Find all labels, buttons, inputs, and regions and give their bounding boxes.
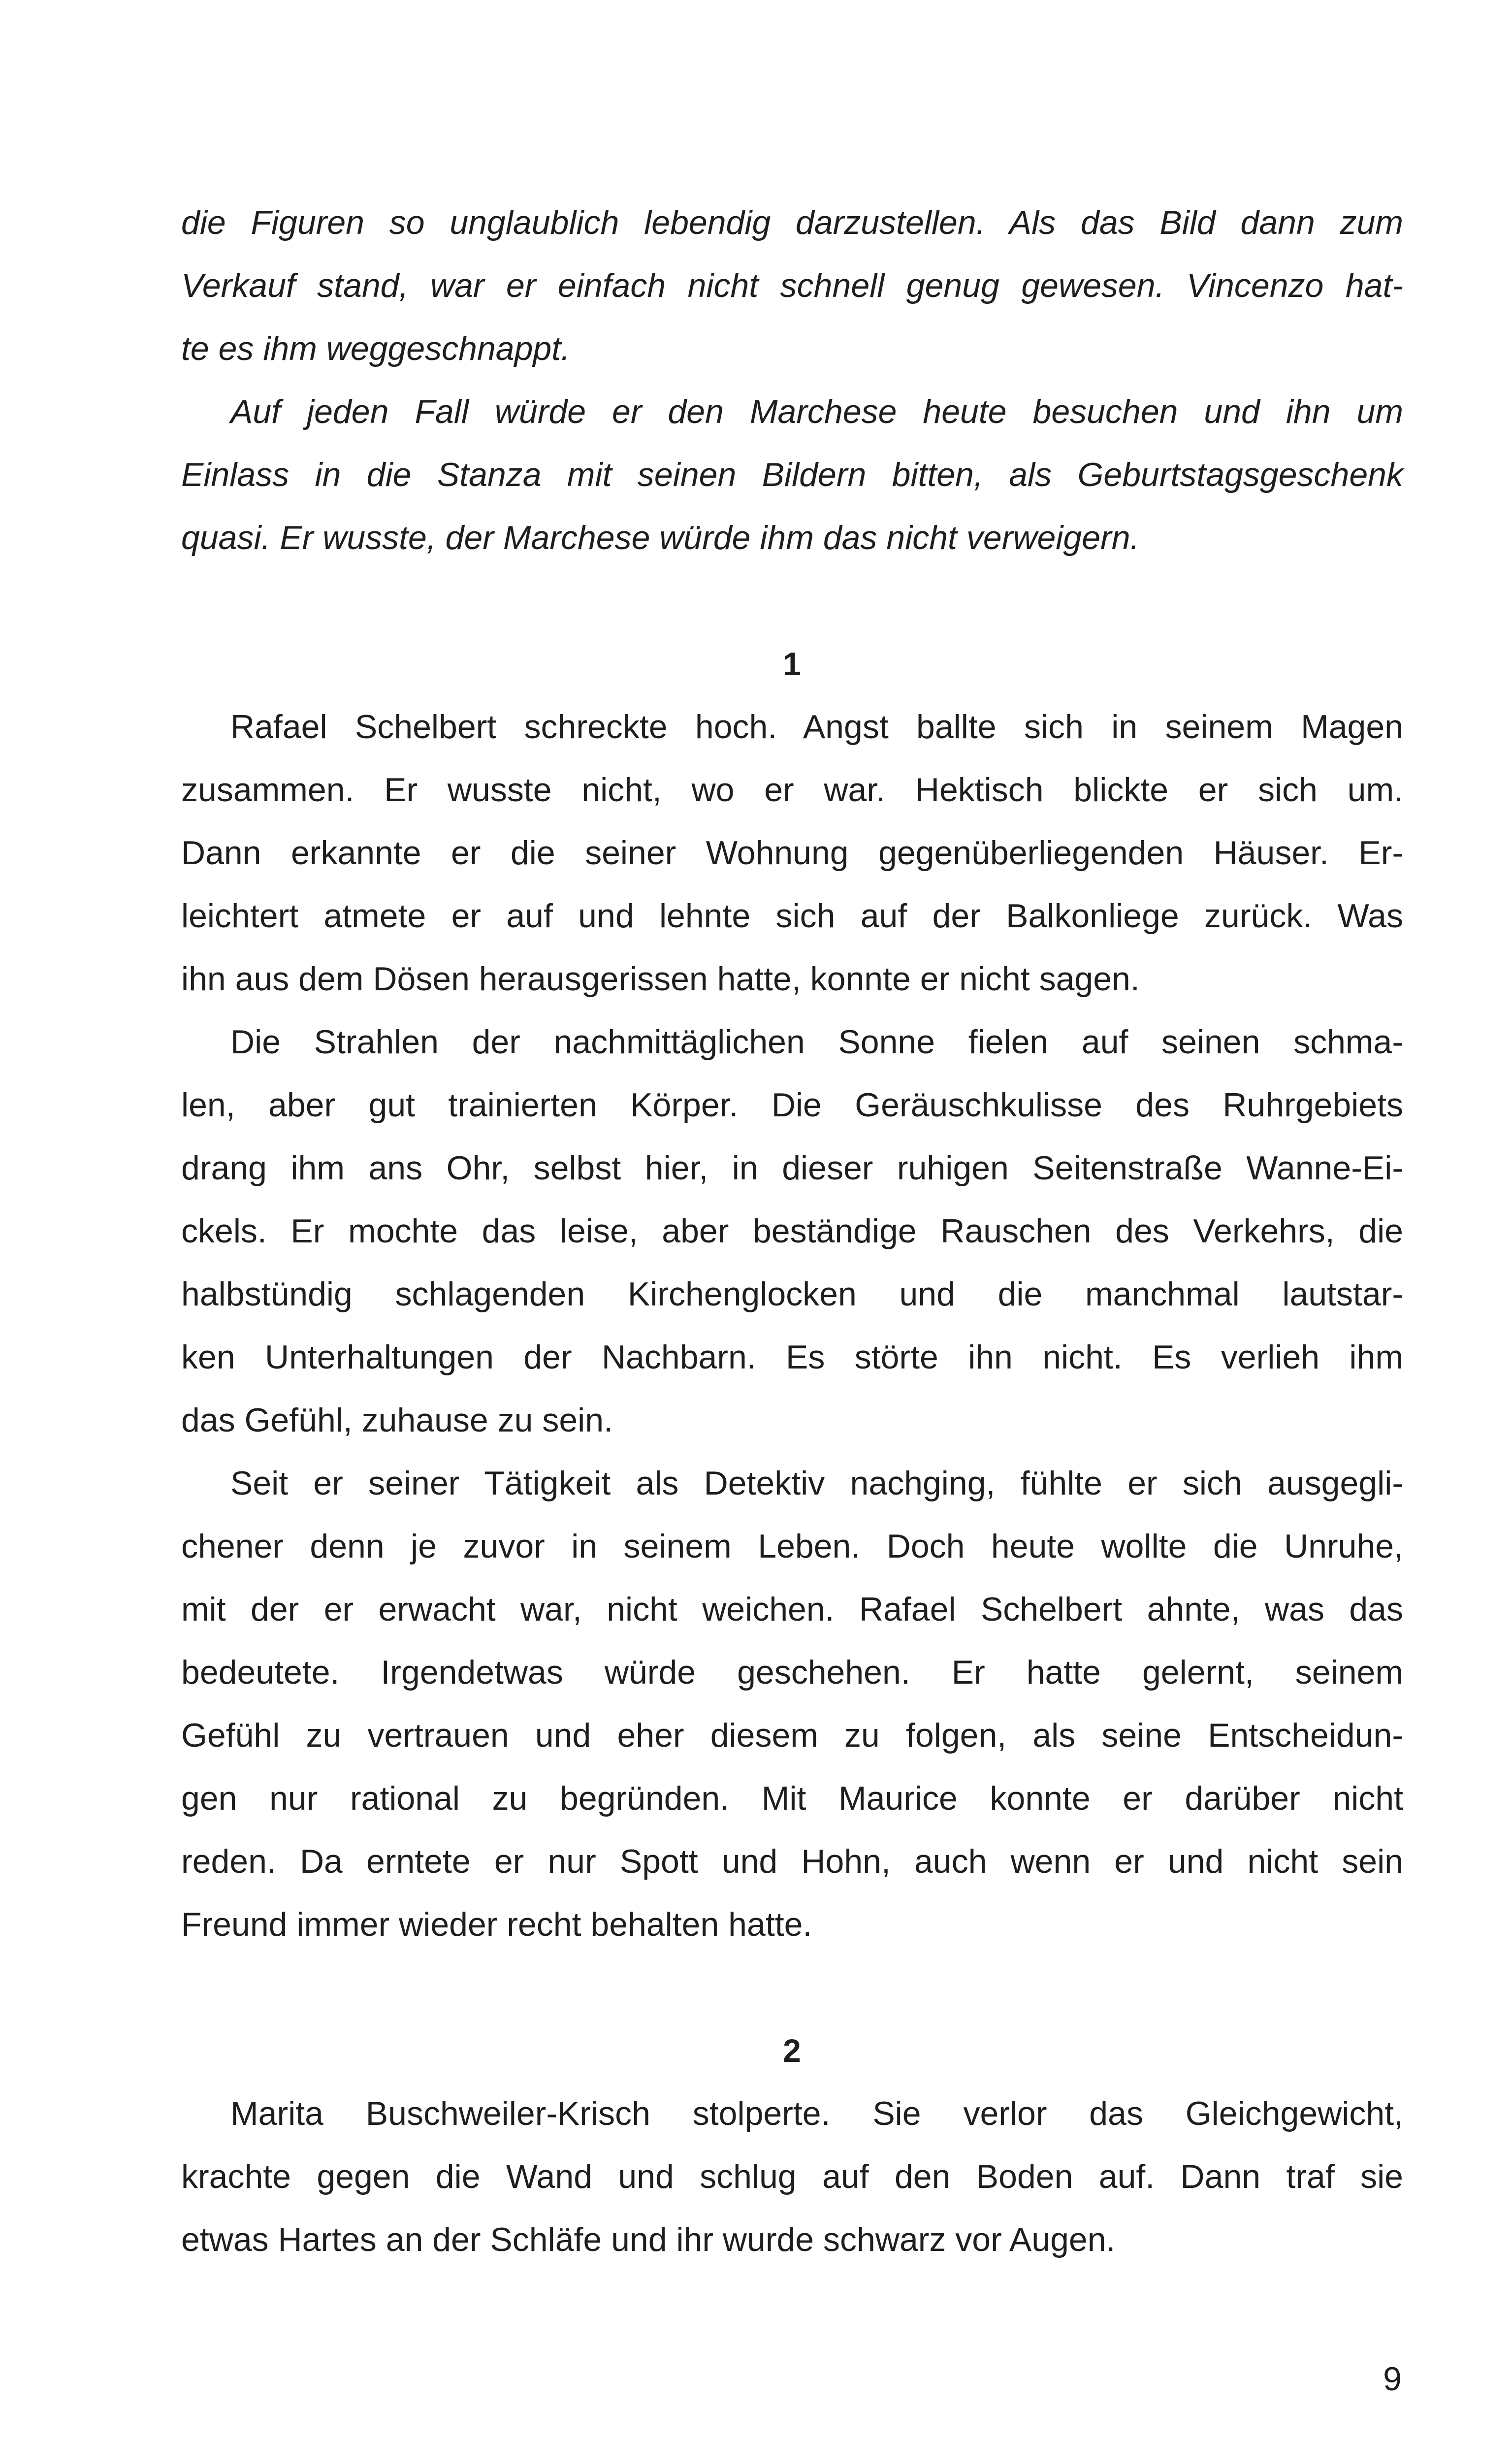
text-line: gen nur rational zu begründen. Mit Maurice konnte er darüber nicht	[181, 1780, 1403, 1817]
text-line: drang ihm ans Ohr, selbst hier, in dieser ruhigen Seitenstraße Wanne-Ei-	[181, 1149, 1403, 1187]
text-line: mit der er erwacht war, nicht weichen. Rafael Schelbert ahnte, was das	[181, 1591, 1403, 1628]
text-line: Verkauf stand, war er einfach nicht schnell genug gewesen. Vincenzo hat-	[181, 267, 1403, 304]
paragraph	[181, 380, 1403, 569]
text-line: Rafael Schelbert schreckte hoch. Angst ballte sich in seinem Magen	[230, 708, 1403, 746]
text-line: Einlass in die Stanza mit seinen Bildern bitten, als Geburtstagsgeschenk	[181, 456, 1403, 493]
text-line: zusammen. Er wusste nicht, wo er war. Hektisch blickte er sich um.	[181, 771, 1403, 809]
text-line: ckels. Er mochte das leise, aber beständige Rauschen des Verkehrs, die	[181, 1212, 1403, 1250]
text-line: Auf jeden Fall würde er den Marchese heute besuchen und ihn um	[230, 393, 1403, 430]
paragraph	[181, 191, 1403, 380]
paragraph	[181, 695, 1403, 1010]
text-line: Dann erkannte er die seiner Wohnung gegenüberliegenden Häuser. Er-	[181, 834, 1403, 872]
text-line: Gefühl zu vertrauen und eher diesem zu folgen, als seine Entscheidun-	[181, 1717, 1403, 1754]
page-number: 9	[1383, 2360, 1402, 2398]
text-line: Seit er seiner Tätigkeit als Detektiv nachging, fühlte er sich ausgegli-	[230, 1465, 1403, 1502]
text-line: bedeutete. Irgendetwas würde geschehen. Er hatte gelernt, seinem	[181, 1654, 1403, 1691]
paragraph	[181, 1010, 1403, 1452]
text-line: krachte gegen die Wand und schlug auf den Boden auf. Dann traf sie	[181, 2158, 1403, 2195]
paragraph	[181, 2082, 1403, 2271]
text-line: etwas Hartes an der Schläfe und ihr wurde schwarz vor Augen.	[181, 2221, 1116, 2258]
text-line: chener denn je zuvor in seinem Leben. Doch heute wollte die Unruhe,	[181, 1528, 1403, 1565]
text-line: quasi. Er wusste, der Marchese würde ihm das nicht verweigern.	[181, 519, 1140, 556]
text-line: Die Strahlen der nachmittäglichen Sonne fielen auf seinen schma-	[230, 1023, 1403, 1061]
text-line: ken Unterhaltungen der Nachbarn. Es störte ihn nicht. Es verlieh ihm	[181, 1338, 1403, 1376]
text-line: Marita Buschweiler-Krisch stolperte. Sie verlor das Gleichgewicht,	[230, 2095, 1403, 2132]
text-line: das Gefühl, zuhause zu sein.	[181, 1401, 613, 1439]
text-line: die Figuren so unglaublich lebendig darzustellen. Als das Bild dann zum	[181, 204, 1403, 241]
text-line: Freund immer wieder recht behalten hatte.	[181, 1906, 812, 1943]
paragraph	[181, 1452, 1403, 1956]
text-line: halbstündig schlagenden Kirchenglocken und die manchmal lautstar-	[181, 1275, 1403, 1313]
text-column	[181, 191, 1403, 2271]
text-line: leichtert atmete er auf und lehnte sich auf der Balkonliege zurück. Was	[181, 897, 1403, 935]
text-line: reden. Da erntete er nur Spott und Hohn, auch wenn er und nicht sein	[181, 1843, 1403, 1880]
text-line: ihn aus dem Dösen herausgerissen hatte, konnte er nicht sagen.	[181, 960, 1140, 998]
chapter-heading: 2	[783, 2032, 802, 2069]
text-line: len, aber gut trainierten Körper. Die Geräuschkulisse des Ruhrgebiets	[181, 1086, 1403, 1124]
text-line: te es ihm weggeschnappt.	[181, 330, 571, 367]
chapter-heading: 1	[783, 646, 802, 682]
